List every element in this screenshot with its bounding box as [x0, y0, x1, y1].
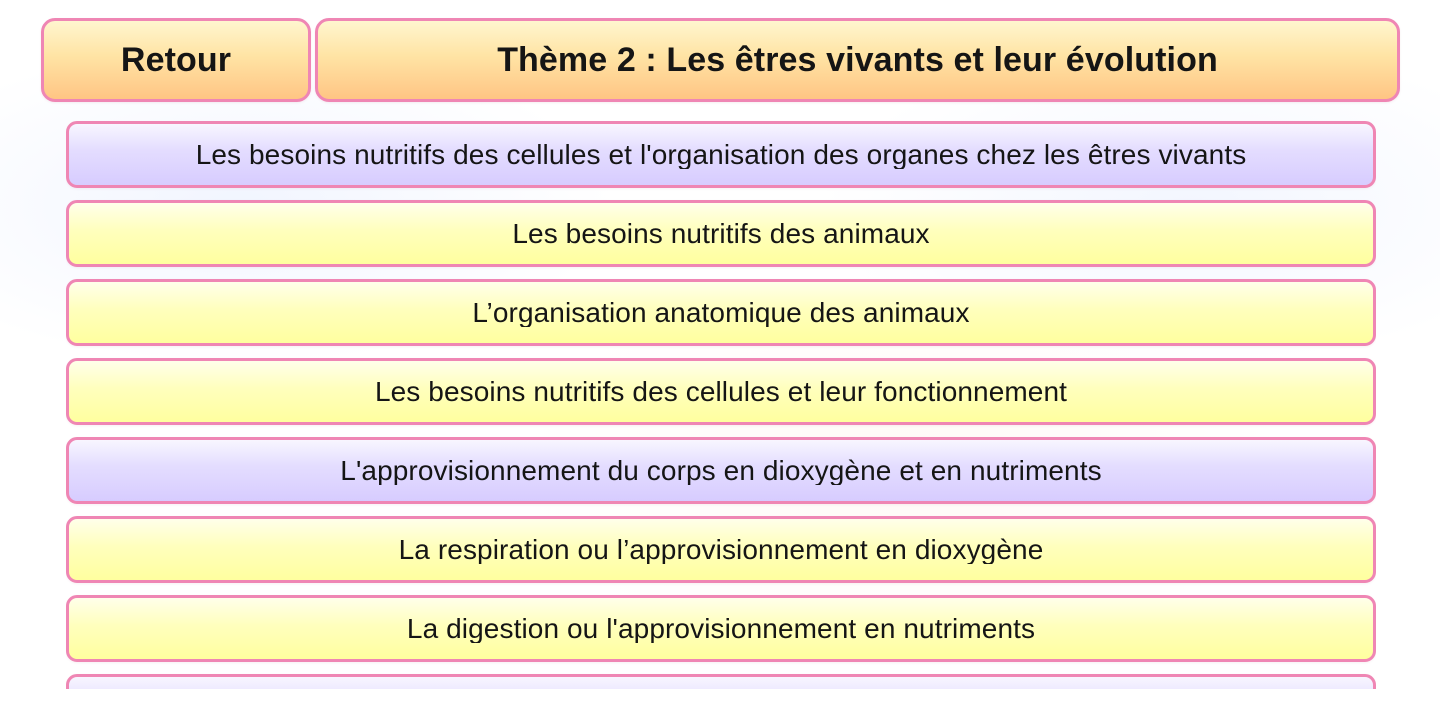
menu-item-label: La respiration ou l’approvisionnement en dioxygène	[398, 535, 1044, 564]
menu-item-label: Les besoins nutritifs des animaux	[512, 219, 930, 248]
menu-item-animal-nutrition-needs[interactable]	[66, 200, 1376, 267]
menu-item-label: L'approvisionnement du corps en dioxygène et en nutriments	[340, 456, 1102, 485]
chapter-heading-nutrition-organization[interactable]	[66, 121, 1376, 188]
menu-item-respiration[interactable]	[66, 516, 1376, 583]
menu-item-animal-anatomy[interactable]	[66, 279, 1376, 346]
page-title: Thème 2 : Les êtres vivants et leur évolution	[497, 41, 1218, 79]
menu-item-partially-visible[interactable]	[66, 674, 1376, 689]
menu-item-cell-nutrition-function[interactable]	[66, 358, 1376, 425]
chapter-list	[66, 121, 1376, 689]
menu-item-label: L’organisation anatomique des animaux	[472, 298, 970, 327]
chapter-heading-oxygen-nutrient-supply[interactable]	[66, 437, 1376, 504]
menu-item-label: Les besoins nutritifs des cellules et l'organisation des organes chez les êtres vivants	[195, 140, 1247, 169]
back-button-label: Retour	[120, 41, 232, 79]
back-button[interactable]	[41, 18, 311, 102]
menu-item-label: La digestion ou l'approvisionnement en nutriments	[406, 614, 1036, 643]
theme-title-button[interactable]	[315, 18, 1400, 102]
menu-item-digestion[interactable]	[66, 595, 1376, 662]
menu-item-label: Les besoins nutritifs des cellules et leur fonctionnement	[374, 377, 1068, 406]
